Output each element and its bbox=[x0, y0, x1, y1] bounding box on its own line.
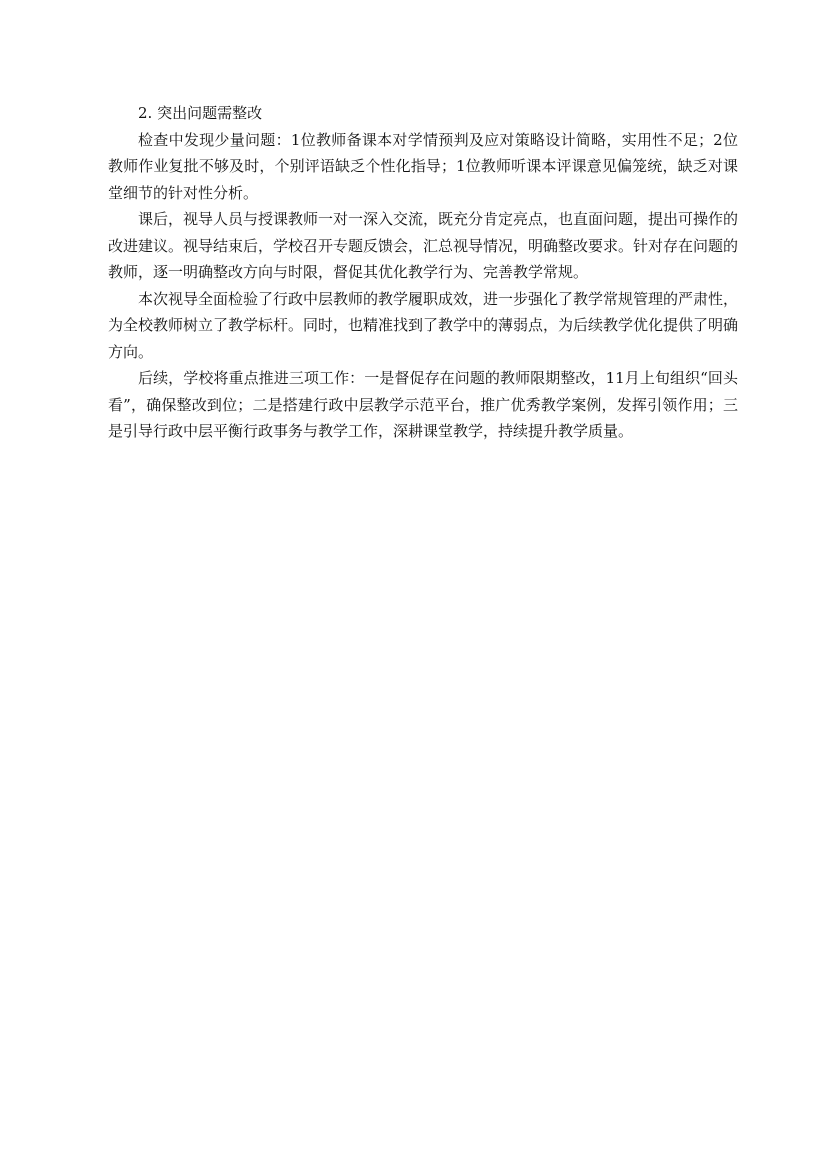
document-body bbox=[108, 100, 738, 445]
paragraph-feedback: 课后，视导人员与授课教师一对一深入交流，既充分肯定亮点，也直面问题，提出可操作的改进建议。视导结束后，学校召开专题反馈会，汇总视导情况，明确整改要求。针对存在问题的教师，逐一明确整改方向与时限，督促其优化教学行为、完善教学常规。 bbox=[108, 210, 739, 281]
paragraph-issues: 检查中发现少量问题：1位教师备课本对学情预判及应对策略设计简略，实用性不足；2位教师作业复批不够及时，个别评语缺乏个性化指导；1位教师听课本评课意见偏笼统，缺乏对课堂细节的针对性分析。 bbox=[108, 130, 738, 202]
section-heading: 2. 突出问题需整改 bbox=[138, 104, 263, 122]
paragraph-next-steps: 后续，学校将重点推进三项工作：一是督促存在问题的教师限期整改，11月上旬组织“回头看”，确保整改到位；二是搭建行政中层教学示范平台，推广优秀教学案例，发挥引领作用；三是引导行政中层平衡行政事务与教学工作，深耕课堂教学，持续提升教学质量。 bbox=[108, 369, 738, 440]
paragraph-summary: 本次视导全面检验了行政中层教师的教学履职成效，进一步强化了教学常规管理的严肃性，为全校教师树立了教学标杆。同时，也精准找到了教学中的薄弱点，为后续教学优化提供了明确方向。 bbox=[108, 289, 739, 361]
